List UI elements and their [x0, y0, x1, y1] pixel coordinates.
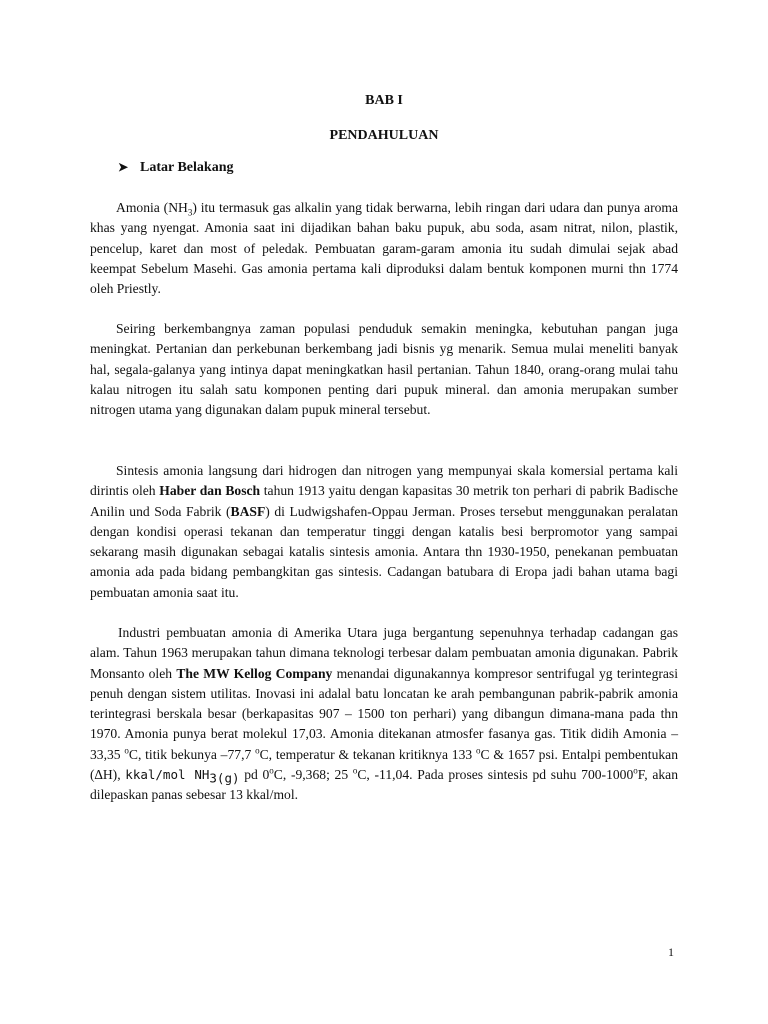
arrow-bullet-icon: ➤	[118, 160, 129, 174]
chapter-heading: BAB I	[365, 93, 403, 108]
chapter-title: PENDAHULUAN	[329, 128, 439, 143]
page-number: 1	[668, 945, 674, 959]
bold-term-basf: BASF	[230, 503, 266, 519]
bold-term-haber-bosch: Haber dan Bosch	[159, 483, 261, 499]
section-title: Latar Belakang	[140, 160, 234, 175]
bold-term-kellog: The MW Kellog Company	[176, 665, 333, 681]
paragraph-1: Amonia $(NH_3)$ itu termasuk gas alkalin yang tidak berwarna, lebih ringan dari udara dan punya aroma khas yang nyengat. Amonia saat ini dijadikan bahan baku pupuk, abu soda, asam nitrat, nilon, plastik, pencelup, karet dan most of peledak. Pembuatan garam-garam amonia itu sudah dimulai sejak abad keempat Sebelum Masehi. Gas amonia pertama kali diproduksi dalam bentuk komponen murni thn 1774 oleh Priestly.	[90, 200, 679, 297]
section-heading	[118, 160, 233, 176]
paragraph-4: Industri pembuatan amonia di Amerika Utara juga bergantung sepenuhnya terhadap cadangan gas alam. Tahun 1963 merupakan tahun dimana teknologi terbesar dalam pembuatan amonia digunakan. Pabrik Monsanto oleh The MW Kellog Company menandai digunakannya kompresor sentrifugal yg terintegrasi penuh dengan sistem utilitas. Inovasi ini adalal batu loncatan ke arah pembangunan pabrik-pabrik amonia terintegrasi berskala besar (berkapasitas 907 – 1500 ton perhari) yang dibangun dimana-mana pada thn 1970. Amonia punya berat molekul 17,03. Amonia ditekanan atmosfer fasanya gas. Titik didih Amonia –33,35 $^o$C, titik bekunya –77,7 $^o$C, temperatur & tekanan kritiknya 133 $^o$C & 1657 psi. Entalpi pembentukan (∆H), kkal/mol $NH_{3(g)}$ pd 0$^o$C, -9,368; 25 $^o$C, -11,04. Pada proses sintesis pd suhu 700-1000$^o$F, akan dilepaskan panas sebesar 13 kkal/mol.	[90, 625, 679, 803]
paragraph-3: Sintesis amonia langsung dari hidrogen dan nitrogen yang mempunyai skala komersial pertama kali dirintis oleh Haber dan Bosch tahun 1913 yaitu dengan kapasitas 30 metrik ton perhari di pabrik Badische Anilin und Soda Fabrik (BASF) di Ludwigshafen-Oppau Jerman. Proses tersebut menggunakan peralatan dengan kondisi operasi tekanan dan temperatur tinggi dengan katalis besi berpromotor yang sampai sekarang masih digunakan sebagai katalis sintesis amonia. Antara thn 1930-1950, penekanan pembuatan amonia ada pada bidang pembangkitan gas sintesis. Cadangan batubara di Eropa jadi bahan utama bagi pembuatan amonia saat itu.	[90, 463, 678, 600]
paragraph-2: Seiring berkembangnya zaman populasi penduduk semakin meningka, kebutuhan pangan juga meningkat. Pertanian dan perkebunan berkembang jadi bisnis yg menarik. Semua mulai meneliti banyak hal, segala-galanya yang intinya dapat meningkatkan hasil pertanian. Tahun 1840, orang-orang mulai tahu kalau nitrogen itu salah satu komponen penting dari pupuk mineral. dan amonia merupakan sumber nitrogen utama yang digunakan dalam pupuk mineral tersebut.	[90, 321, 678, 418]
